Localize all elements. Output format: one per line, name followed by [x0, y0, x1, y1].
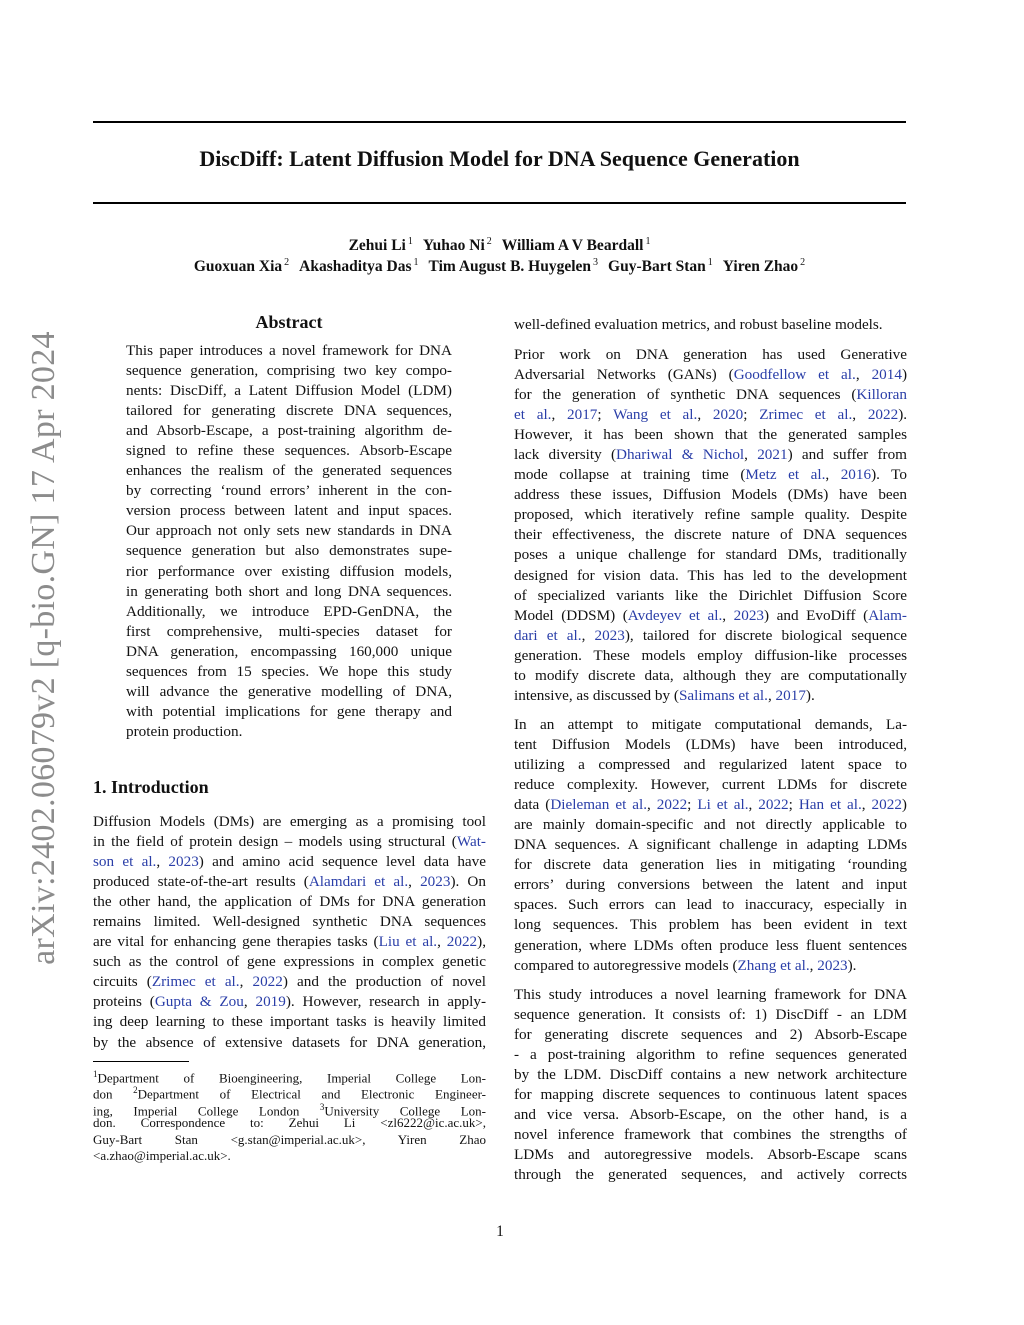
text-line — [514, 505, 907, 525]
text-line — [514, 735, 907, 755]
citation-link[interactable]: 2023 — [817, 956, 848, 974]
text-line — [514, 545, 907, 565]
author-name-text: Guoxuan Xia — [193, 258, 283, 276]
text-run: ). — [898, 406, 908, 424]
text-line — [514, 1125, 907, 1145]
text-line — [514, 915, 907, 935]
text-run: ) — [901, 796, 907, 814]
right-paragraph-0 — [514, 315, 907, 335]
text-run: for discrete data generation lies in mitigating ‘rounding — [514, 856, 907, 874]
text-run: are vital for enhancing gene therapies tasks ( — [93, 933, 379, 951]
citation-link[interactable]: 2022 — [871, 796, 902, 814]
text-line — [93, 812, 486, 832]
text-run: DNA sequences. A significant challenge in adapting LDMs — [514, 836, 907, 854]
text-line — [93, 1132, 486, 1148]
text-run: for the generation of synthetic DNA sequences ( — [514, 386, 857, 404]
citation-link[interactable]: 2023 — [168, 853, 199, 871]
text-line — [93, 992, 486, 1012]
text-run: lack diversity ( — [514, 446, 616, 464]
text-line — [514, 385, 907, 405]
text-line: signed to refine these sequences. Absorb-Escape — [126, 442, 452, 460]
text-line — [93, 972, 486, 992]
text-line — [514, 1005, 907, 1025]
citation-link[interactable]: 2023 — [420, 873, 451, 891]
text-run: This study introduces a novel learning framework for DNA — [514, 986, 907, 1003]
text-line — [514, 1065, 907, 1085]
citation-link[interactable]: 2022 — [758, 796, 789, 814]
text-run: are mainly domain-specific and not directly applicable to — [514, 816, 907, 834]
text-run: reduce complexity. However, current LDMs for discrete — [514, 776, 907, 794]
text-run: ). — [805, 686, 815, 704]
text-run: the other hand, the application of DMs for DNA generation — [93, 893, 486, 911]
text-line — [514, 626, 907, 646]
introduction-body — [93, 812, 486, 1053]
text-line — [93, 932, 486, 952]
citation-link[interactable]: 2016 — [840, 466, 872, 484]
text-run: ) — [901, 366, 907, 384]
author-name-text: Akashaditya Das — [299, 258, 412, 276]
text-line — [514, 345, 907, 365]
text-line — [514, 686, 907, 706]
text-run: through the generated sequences, and actively corrects — [514, 1166, 907, 1184]
text-line — [514, 445, 907, 465]
text-line — [514, 646, 907, 666]
text-line — [514, 525, 907, 545]
text-run: In an attempt to mitigate computational demands, La- — [514, 716, 907, 733]
text-run: circuits ( — [93, 973, 152, 991]
text-line — [514, 835, 907, 855]
text-run: poses a unique challenge for standard DMs, traditionally — [514, 546, 907, 564]
text-line — [514, 315, 907, 335]
text-run: Department of Bioengineering, Imperial College Lon- — [97, 1070, 486, 1086]
text-line: with potential implications for gene therapy and — [126, 702, 452, 720]
citation-link[interactable]: son et al. — [93, 853, 157, 871]
text-run: , — [767, 686, 776, 704]
author-name — [194, 258, 289, 275]
text-run: ) and amino acid sequence level data have — [198, 853, 486, 871]
text-run: University College Lon- — [324, 1103, 486, 1119]
author-name-text: Yuhao Ni — [422, 237, 485, 255]
text-run: ing deep learning to these important tasks is heavily limited — [93, 1013, 486, 1031]
text-run: well-defined evaluation metrics, and robust baseline models. — [514, 316, 883, 333]
text-line — [514, 775, 907, 795]
abstract-heading: Abstract — [255, 312, 323, 332]
text-run: However, it has been shown that the generated samples — [514, 426, 907, 444]
text-line: sequences from 15 species. We hope this study — [126, 662, 452, 680]
title-rule-top — [93, 121, 906, 123]
text-line: protein production. — [126, 722, 243, 740]
text-run: in the field of protein design – models using structural ( — [93, 833, 457, 851]
citation-link[interactable]: 2021 — [757, 446, 788, 464]
text-run: ). On — [450, 873, 486, 891]
text-line: Our approach not only sets new standards in DNA — [126, 522, 452, 540]
affiliation-marker: 3 — [593, 257, 599, 268]
text-run: , — [697, 406, 713, 424]
text-line — [93, 952, 486, 972]
text-run: ). However, research in apply- — [285, 993, 487, 1011]
affiliation-footnote — [93, 1066, 486, 1164]
text-run: novel inference framework that combines the strengths of — [514, 1126, 907, 1144]
right-paragraph-3 — [514, 985, 907, 1185]
text-run: , — [408, 873, 421, 891]
text-line: rior performance over existing diffusion models, — [126, 562, 452, 580]
text-line — [514, 586, 907, 606]
text-run: ), — [477, 933, 486, 951]
text-line — [514, 1145, 907, 1165]
citation-link[interactable]: Goodfellow et al. — [733, 366, 856, 384]
author-name — [723, 258, 805, 275]
text-run: errors’ during conversions between the latent and input — [514, 876, 907, 894]
text-run: generation. These models employ diffusion-like processes — [514, 646, 907, 664]
title-rule-bottom — [93, 202, 906, 204]
text-run: such as the control of gene expressions in complex genetic — [93, 953, 486, 971]
text-line — [93, 912, 486, 932]
citation-link[interactable]: Zhang et al. — [737, 956, 810, 974]
text-run: utilizing a compressed and regularized latent space to — [514, 756, 907, 774]
text-line — [93, 892, 486, 912]
author-list-line-2 — [93, 257, 906, 276]
text-run: generation, where LDMs often produce less fluent sentences — [514, 936, 907, 954]
footnote-marker: 2 — [133, 1085, 138, 1096]
text-run: tent Diffusion Models (LDMs) have been introduced, — [514, 736, 907, 754]
text-line — [514, 566, 907, 586]
text-line — [514, 985, 907, 1005]
text-run: <a.zhao@imperial.ac.uk>. — [93, 1147, 231, 1163]
author-name — [429, 258, 599, 275]
citation-link[interactable]: Salimans et al. — [678, 686, 768, 704]
citation-link[interactable]: 2017 — [775, 686, 806, 704]
text-run: of specialized variants like the Dirichlet Diffusion Score — [514, 586, 907, 604]
affiliation-marker: 1 — [707, 257, 713, 268]
text-run: , — [825, 466, 841, 484]
citation-link[interactable]: et al. — [514, 406, 552, 424]
text-line — [514, 1165, 907, 1185]
affiliation-marker: 2 — [486, 236, 492, 247]
text-line — [93, 872, 486, 892]
abstract-body — [126, 341, 452, 742]
citation-link[interactable]: Zrimec et al. — [151, 973, 240, 991]
text-run: , — [239, 973, 253, 991]
text-line — [93, 1033, 486, 1053]
citation-link[interactable]: Wat- — [456, 833, 486, 851]
text-run: to modify discrete data, although they are computationally — [514, 666, 907, 684]
introduction-heading: 1. Introduction — [93, 777, 209, 797]
author-name-text: Yiren Zhao — [722, 258, 799, 276]
text-line — [514, 1025, 907, 1045]
text-line — [514, 795, 907, 815]
text-run: ; — [788, 796, 799, 814]
text-line — [514, 1045, 907, 1065]
paper-title: DiscDiff: Latent Diffusion Model for DNA Sequence Generation — [199, 146, 800, 171]
text-line: version process between latent and input spaces. — [126, 502, 452, 520]
text-run: their effectiveness, the discrete nature of DNA sequences — [514, 526, 907, 544]
text-run: , — [437, 933, 447, 951]
text-line: sequence generation, comprising two key compo- — [126, 362, 452, 380]
citation-link[interactable]: Gupta & Zou — [154, 993, 244, 1011]
text-run: , — [809, 956, 818, 974]
text-run: proposed, which iteratively refine sample quality. Despite — [514, 506, 907, 524]
text-run: compared to autoregressive models ( — [514, 956, 738, 974]
text-run: , — [647, 796, 657, 814]
text-line — [93, 1066, 486, 1086]
text-line — [514, 936, 907, 956]
citation-link[interactable]: 2022 — [252, 973, 283, 991]
text-run: Adversarial Networks (GANs) ( — [514, 366, 734, 384]
citation-link[interactable]: Wang et al. — [613, 406, 698, 424]
text-line — [514, 1105, 907, 1125]
citation-link[interactable]: Han et al. — [798, 796, 862, 814]
citation-link[interactable]: 2022 — [446, 933, 478, 951]
right-paragraph-1 — [514, 345, 907, 706]
author-name — [299, 258, 418, 275]
text-run: proteins ( — [93, 993, 155, 1011]
text-line — [514, 855, 907, 875]
text-run: , — [744, 446, 758, 464]
text-run: ; — [597, 406, 614, 424]
text-run: ). — [847, 956, 857, 974]
text-line — [93, 1099, 486, 1119]
text-run: designed for vision data. This has led to the development — [514, 566, 907, 584]
footnote-rule — [93, 1061, 189, 1062]
text-line — [514, 465, 907, 485]
text-line — [93, 1148, 486, 1164]
citation-link[interactable]: Alamdari et al. — [308, 873, 409, 891]
citation-link[interactable]: Avdeyev et al. — [627, 606, 723, 624]
text-run: Department of Electrical and Electronic Engineer- — [137, 1086, 486, 1102]
text-run: ing, Imperial College London — [93, 1103, 320, 1119]
text-line: by correcting ‘round errors’ inherent in the con- — [126, 482, 452, 500]
text-run: ; — [687, 796, 698, 814]
text-line — [514, 425, 907, 445]
text-run: mode collapse at training time ( — [514, 466, 746, 484]
text-run: ; — [743, 406, 760, 424]
citation-link[interactable]: 2017 — [567, 406, 598, 424]
text-run: , — [852, 406, 868, 424]
text-line: This paper introduces a novel framework for DNA — [126, 342, 452, 359]
text-line — [93, 1012, 486, 1032]
author-name — [502, 237, 651, 254]
text-run: address these issues, Diffusion Models (DMs) have been — [514, 486, 907, 504]
citation-link[interactable]: Dhariwal & Nichol — [616, 446, 745, 464]
text-line — [514, 815, 907, 835]
text-line — [514, 606, 907, 626]
text-run: - a post-training algorithm to refine sequences generated — [514, 1046, 907, 1064]
text-run: , — [156, 853, 169, 871]
text-line — [93, 1115, 486, 1131]
text-run: ) and the production of novel — [282, 973, 486, 991]
affiliation-marker: 2 — [800, 257, 806, 268]
arxiv-stamp: arXiv:2402.06079v2 [q-bio.GN] 17 Apr 2024 — [25, 331, 62, 965]
text-run: Prior work on DNA generation has used Generative — [514, 346, 907, 363]
text-line: sequence generation but also demonstrates supe- — [126, 542, 452, 560]
text-line — [514, 365, 907, 385]
text-run: Diffusion Models (DMs) are emerging as a promising tool — [93, 813, 486, 830]
affiliation-marker: 1 — [407, 236, 413, 247]
author-name — [349, 237, 413, 254]
citation-link[interactable]: Liu et al. — [378, 933, 438, 951]
text-line — [514, 755, 907, 775]
citation-link[interactable]: Killoran — [856, 386, 907, 404]
text-run: ). To — [871, 466, 907, 484]
text-line: nents: DiscDiff, a Latent Diffusion Model (LDM) — [126, 382, 452, 400]
citation-link[interactable]: dari et al. — [514, 626, 582, 644]
affiliation-marker: 2 — [284, 257, 290, 268]
text-run: , — [581, 626, 595, 644]
page-number: 1 — [496, 1223, 504, 1240]
text-run: by the LDM. DiscDiff contains a new network architecture — [514, 1066, 907, 1084]
citation-link[interactable]: 2022 — [656, 796, 688, 814]
citation-link[interactable]: 2022 — [867, 406, 899, 424]
text-run: spaces. Such errors can lead to inaccuracy, especially in — [514, 896, 907, 914]
text-run: , — [722, 606, 734, 624]
citation-link[interactable]: Dieleman et al. — [550, 796, 648, 814]
text-run: , — [243, 993, 256, 1011]
text-run: Model (DDSM) ( — [514, 606, 628, 624]
text-run: ) and EvoDiff ( — [764, 606, 869, 624]
citation-link[interactable]: Li et al. — [697, 796, 749, 814]
text-run: , — [861, 796, 872, 814]
footnote-marker: 3 — [319, 1101, 325, 1112]
text-run: ) and suffer from — [787, 446, 907, 464]
affiliation-marker: 1 — [645, 236, 651, 247]
text-run: don. Correspondence to: Zehui Li <zl6222@ic.ac.uk>, — [93, 1115, 486, 1131]
text-line: Additionally, we introduce EPD-GenDNA, the — [126, 602, 452, 620]
text-run: for generating discrete sequences and 2) Absorb-Escape — [514, 1026, 907, 1044]
text-line: will advance the generative modelling of DNA, — [126, 682, 452, 700]
text-run: intensive, as discussed by ( — [514, 686, 679, 704]
text-run: sequence generation. It consists of: 1) DiscDiff - an LDM — [514, 1006, 907, 1024]
text-line — [514, 895, 907, 915]
text-line: tailored for generating discrete DNA sequences, — [126, 402, 452, 420]
citation-link[interactable]: 2020 — [712, 406, 744, 424]
text-run: data ( — [514, 796, 551, 814]
text-line — [93, 832, 486, 852]
author-name-text: Zehui Li — [348, 237, 406, 255]
text-line: in generating both short and long DNA sequences. — [126, 582, 452, 600]
citation-link[interactable]: 2014 — [871, 366, 902, 384]
text-line — [93, 1082, 486, 1102]
text-line — [514, 715, 907, 735]
citation-link[interactable]: Zrimec et al. — [759, 406, 853, 424]
text-line — [514, 1085, 907, 1105]
text-run: don — [93, 1086, 134, 1102]
text-run: LDMs and autoregressive models. Absorb-Escape scans — [514, 1146, 907, 1164]
text-line: enhances the realism of the generated sequences — [126, 462, 452, 480]
author-name — [423, 237, 492, 254]
author-name-text: Guy-Bart Stan — [608, 258, 706, 276]
text-line — [514, 956, 907, 976]
citation-link[interactable]: 2019 — [255, 993, 286, 1011]
text-run: produced state-of-the-art results ( — [93, 873, 309, 891]
text-run: , — [855, 366, 872, 384]
text-line — [93, 852, 486, 872]
text-line — [514, 405, 907, 425]
text-line: DNA generation, encompassing 160,000 unique — [126, 642, 452, 660]
author-name-text: William A V Beardall — [501, 237, 644, 255]
citation-link[interactable]: 2023 — [733, 606, 765, 624]
text-line — [514, 666, 907, 686]
footnote-marker: 1 — [93, 1069, 98, 1079]
text-run: , — [748, 796, 759, 814]
citation-link[interactable]: Alam- — [868, 606, 907, 624]
text-run: and vice versa. Absorb-Escape, on the other hand, is a — [514, 1106, 907, 1124]
affiliation-marker: 1 — [413, 257, 419, 268]
text-line: first comprehensive, multi-species dataset for — [126, 622, 452, 640]
citation-link[interactable]: Metz et al. — [745, 466, 826, 484]
citation-link[interactable]: 2023 — [594, 626, 625, 644]
text-run: Guy-Bart Stan <g.stan@imperial.ac.uk>, Yiren Zhao — [93, 1131, 486, 1147]
text-line: and Absorb-Escape, a post-training algorithm de- — [126, 422, 452, 440]
text-run: ), tailored for discrete biological sequence — [624, 626, 907, 644]
text-run: long sequences. This problem has been evident in text — [514, 916, 907, 934]
text-line — [514, 485, 907, 505]
text-line — [514, 875, 907, 895]
text-run: for mapping discrete sequences to continuous latent spaces — [514, 1086, 907, 1104]
text-run: by the absence of extensive datasets for DNA generation, — [93, 1033, 486, 1051]
right-paragraph-2 — [514, 715, 907, 976]
text-run: , — [551, 406, 568, 424]
author-name — [608, 258, 713, 275]
author-name-text: Tim August B. Huygelen — [428, 258, 592, 276]
author-list-line-1 — [93, 236, 906, 255]
text-run: remains limited. Well-designed synthetic DNA sequences — [93, 913, 486, 931]
